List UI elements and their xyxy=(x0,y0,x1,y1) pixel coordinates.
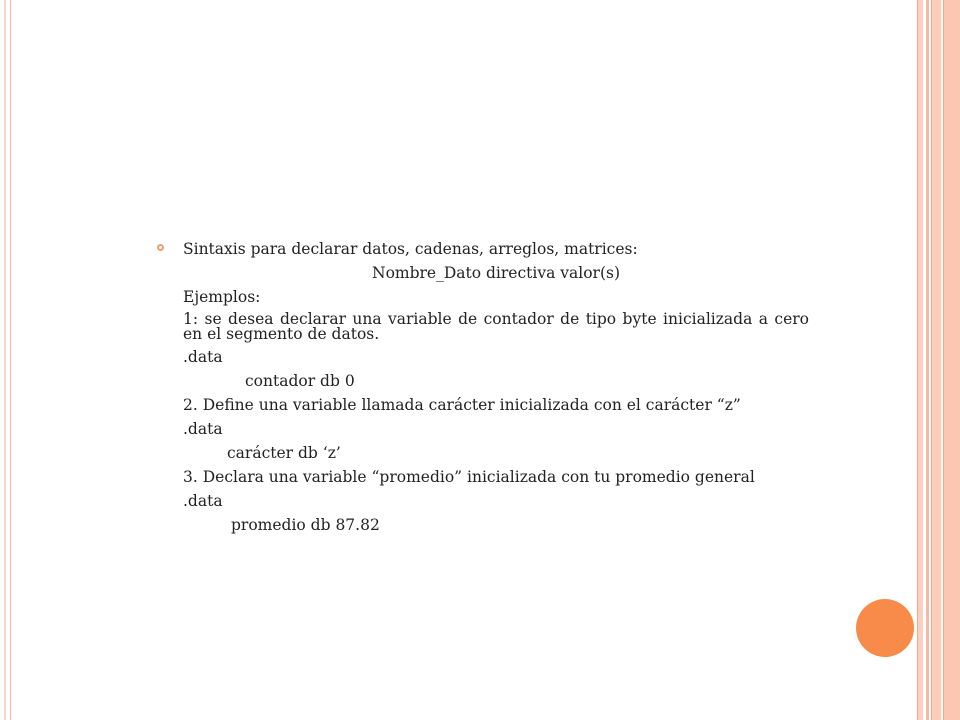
example-2-code: carácter db ‘z’ xyxy=(227,444,341,462)
example-3-data-directive: .data xyxy=(183,492,223,510)
right-decor-bar-2 xyxy=(926,0,929,720)
slide-body xyxy=(183,240,809,534)
example-1-text: 1: se desea declarar una variable de contador de tipo byte inicializada a cero en el segmento de datos. xyxy=(183,310,809,343)
right-decor-line-1 xyxy=(917,0,918,720)
right-decor-line-3 xyxy=(943,0,944,720)
right-decor-bar-3 xyxy=(932,0,941,720)
circle-bullet-icon xyxy=(157,244,164,251)
right-decor-bar-4 xyxy=(944,0,960,720)
left-frame-inner-line xyxy=(4,0,6,720)
decorative-circle xyxy=(856,599,914,657)
example-1-data-directive: .data xyxy=(183,348,223,366)
syntax-format: Nombre_Dato directiva valor(s) xyxy=(372,264,620,282)
example-3-code: promedio db 87.82 xyxy=(231,516,380,534)
example-2-data-directive: .data xyxy=(183,420,223,438)
right-decor-bar-1 xyxy=(918,0,923,720)
syntax-heading: Sintaxis para declarar datos, cadenas, arreglos, matrices: xyxy=(183,240,638,258)
example-3-text: 3. Declara una variable “promedio” inicializada con tu promedio general xyxy=(183,468,755,486)
examples-label: Ejemplos: xyxy=(183,288,261,306)
example-1-code: contador db 0 xyxy=(245,372,355,390)
example-2-text: 2. Define una variable llamada carácter inicializada con el carácter “z” xyxy=(183,396,741,414)
right-decor-line-2 xyxy=(931,0,932,720)
